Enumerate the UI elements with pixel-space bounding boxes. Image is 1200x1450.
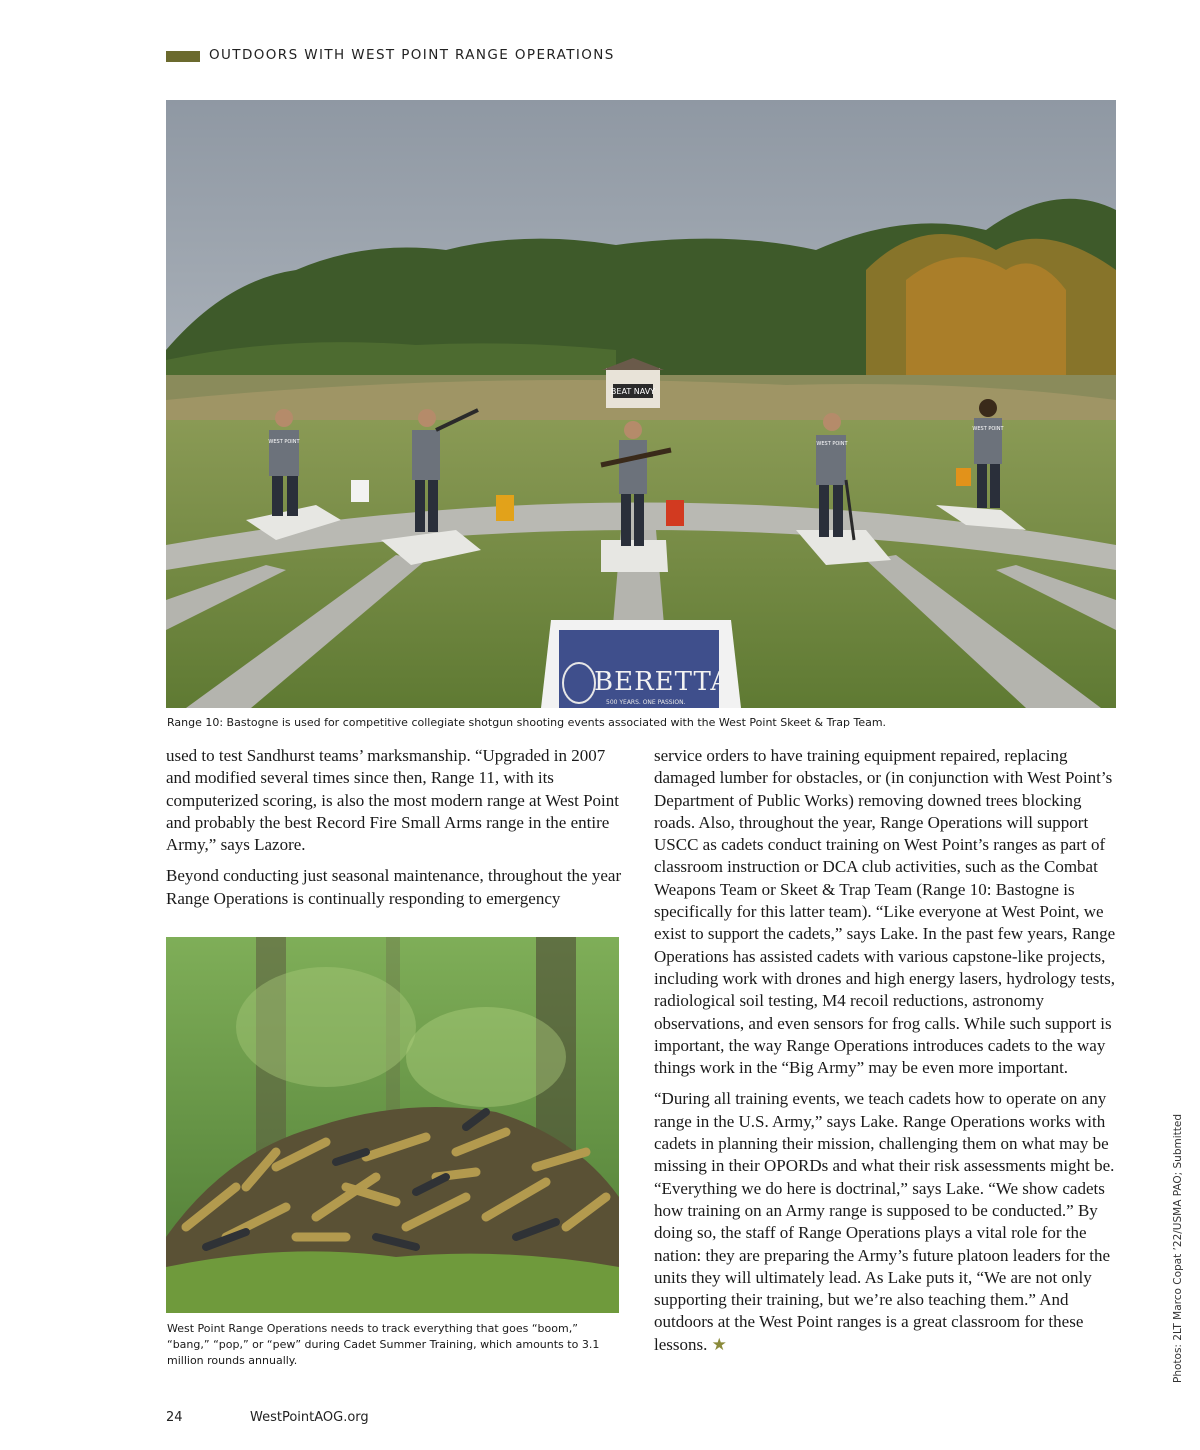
beretta-banner: BERETTA [594,667,731,697]
svg-text:WEST POINT: WEST POINT [816,441,848,447]
beat-navy-sign: BEAT NAVY [610,387,656,396]
paragraph: service orders to have training equipment repaired, replacing damaged lumber for obstacles, or (in conjunction with West Point’s Department of Public Works) removing downed trees blocking roads. Also, throughout the year, Range Operations will support USCC as cadets conduct training on West Point’s ranges as part of classroom instruction or DCA club activities, such as the Combat Weapons Team or Skeet & Trap Team (Range 10: Bastogne is specifically for this latter team). “Like everyone at West Point, we exist to support the cadets,” says Lake. In the past few years, Range Operations has assisted cadets with various capstone-like projects, including work with drones and high energy lasers, hydrology tests, radiological soil testing, M4 recoil reductions, astronomy observations, and even sensors for frog calls. While such support is important, the way Range Operations introduces cadets to the way things work in the “Big Army” may be even more important. [654,746,1116,1078]
paragraph: used to test Sandhurst teams’ marksmanship. “Upgraded in 2007 and modified several times since then, Range 11, with its computerized scoring, is also the most modern range at West Point and probably the best Record Fire Small Arms range in the entire Army,” says Lazore. [166,746,619,855]
trap-range-photo [166,100,1116,708]
spent-casings-photo [166,937,619,1313]
section-title: OUTDOORS WITH WEST POINT RANGE OPERATIONS [209,47,615,63]
photo-credit: Photos: 2LT Marco Copat ’22/USMA PAO; Submitted [1172,1113,1184,1383]
paragraph: “During all training events, we teach cadets how to operate on any range in the U.S. Army,” says Lake. Range Operations works with cadets in planning their mission, challenging them on what may be missing in their OPORDs and what their risk assessments might be. “Everything we do here is doctrinal,” says Lake. “We show cadets how training on an Army range is supposed to be conducted.” By doing so, the staff of Range Operations plays a vital role for the nation: they are preparing the Army’s future platoon leaders for the units they will ultimately lead. As Lake puts it, “We are not only supporting their training, but we’re also teaching them.” And outdoors at the West Point ranges is a great classroom for these lessons. ★ [654,1089,1115,1354]
article-right-column [654,745,1118,1365]
svg-text:500 YEARS. ONE PASSION.: 500 YEARS. ONE PASSION. [606,699,686,706]
bottom-photo-caption: West Point Range Operations needs to track everything that goes “boom,” “bang,” “pop,” or “pew” during Cadet Summer Training, which amounts to 3.1 million rounds annually. [167,1322,600,1367]
svg-text:WEST POINT: WEST POINT [972,426,1004,432]
end-star-icon: ★ [711,1334,727,1354]
svg-text:WEST POINT: WEST POINT [268,439,300,445]
page-number: 24 [166,1410,183,1425]
paragraph: Beyond conducting just seasonal maintenance, throughout the year Range Operations is continually responding to emergency [166,866,622,908]
section-marker-bar [166,51,200,62]
top-photo-caption: Range 10: Bastogne is used for competitive collegiate shotgun shooting events associated with the West Point Skeet & Trap Team. [167,716,887,729]
site-url: WestPointAOG.org [250,1410,369,1425]
article-left-column [166,745,632,919]
